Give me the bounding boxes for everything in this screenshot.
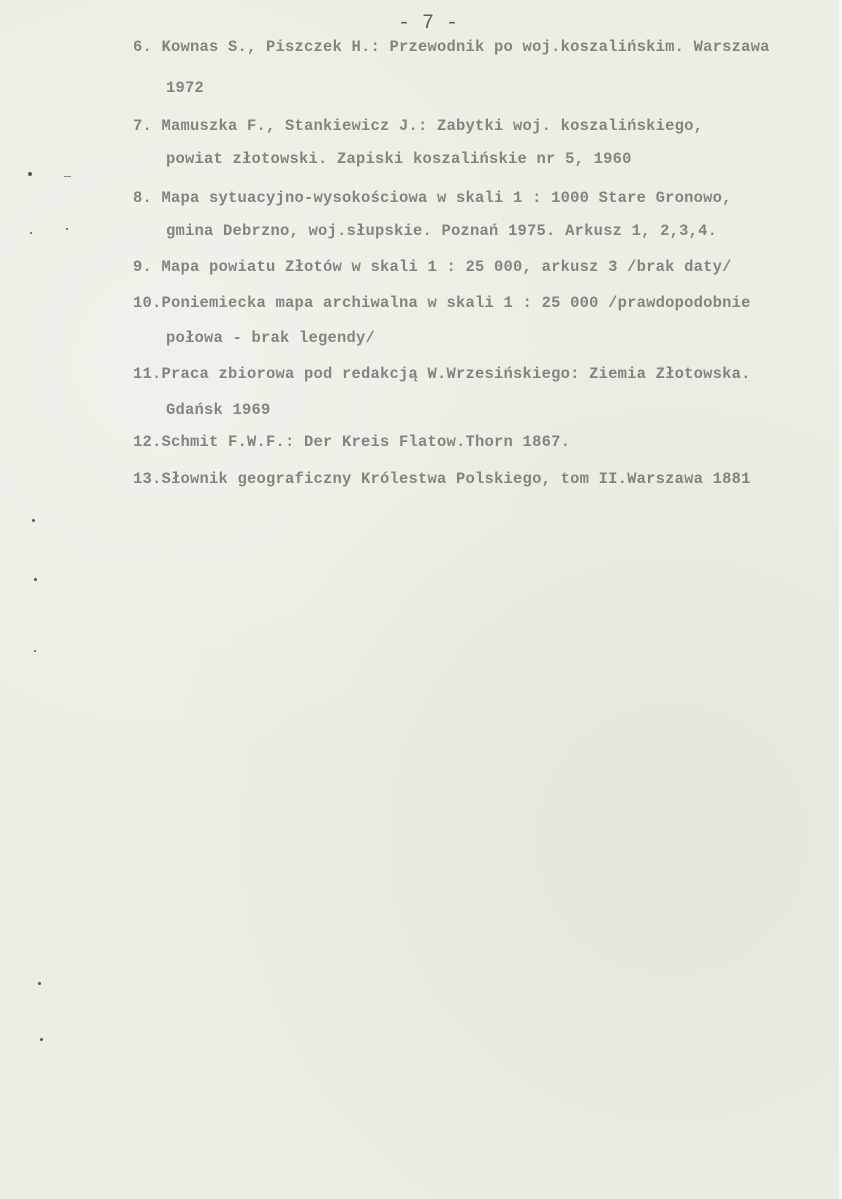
reference-11-line-1: 11.Praca zbiorowa pod redakcją W.Wrzesińskiego: Ziemia Złotowska. <box>133 365 751 383</box>
reference-10-line-2: połowa - brak legendy/ <box>166 329 376 347</box>
reference-11-line-2: Gdańsk 1969 <box>166 401 271 419</box>
margin-speck <box>30 232 32 234</box>
reference-10-line-1: 10.Poniemiecka mapa archiwalna w skali 1 : 25 000 /prawdopodobnie <box>133 294 751 312</box>
margin-speck <box>66 228 68 230</box>
margin-tick <box>64 176 71 177</box>
reference-7-line-2: powiat złotowski. Zapiski koszalińskie nr 5, 1960 <box>166 150 632 168</box>
reference-6-line-1: 6. Kownas S., Piszczek H.: Przewodnik po woj.koszalińskim. Warszawa <box>133 38 770 56</box>
reference-8-line-1: 8. Mapa sytuacyjno-wysokościowa w skali 1 : 1000 Stare Gronowo, <box>133 189 732 207</box>
margin-speck <box>34 578 37 581</box>
margin-speck <box>40 1038 43 1041</box>
reference-8-line-2: gmina Debrzno, woj.słupskie. Poznań 1975. Arkusz 1, 2,3,4. <box>166 222 718 240</box>
reference-9-line-1: 9. Mapa powiatu Złotów w skali 1 : 25 000, arkusz 3 /brak daty/ <box>133 258 732 276</box>
margin-speck <box>28 172 32 176</box>
reference-12-line-1: 12.Schmit F.W.F.: Der Kreis Flatow.Thorn 1867. <box>133 433 571 451</box>
margin-speck <box>32 519 35 522</box>
reference-6-line-2: 1972 <box>166 79 205 97</box>
reference-7-line-1: 7. Mamuszka F., Stankiewicz J.: Zabytki woj. koszalińskiego, <box>133 117 704 135</box>
page-number: - 7 - <box>398 12 459 35</box>
margin-speck <box>34 650 36 652</box>
margin-speck <box>38 982 41 985</box>
reference-list <box>0 0 842 520</box>
reference-13-line-1: 13.Słownik geograficzny Królestwa Polskiego, tom II.Warszawa 1881 <box>133 470 751 488</box>
